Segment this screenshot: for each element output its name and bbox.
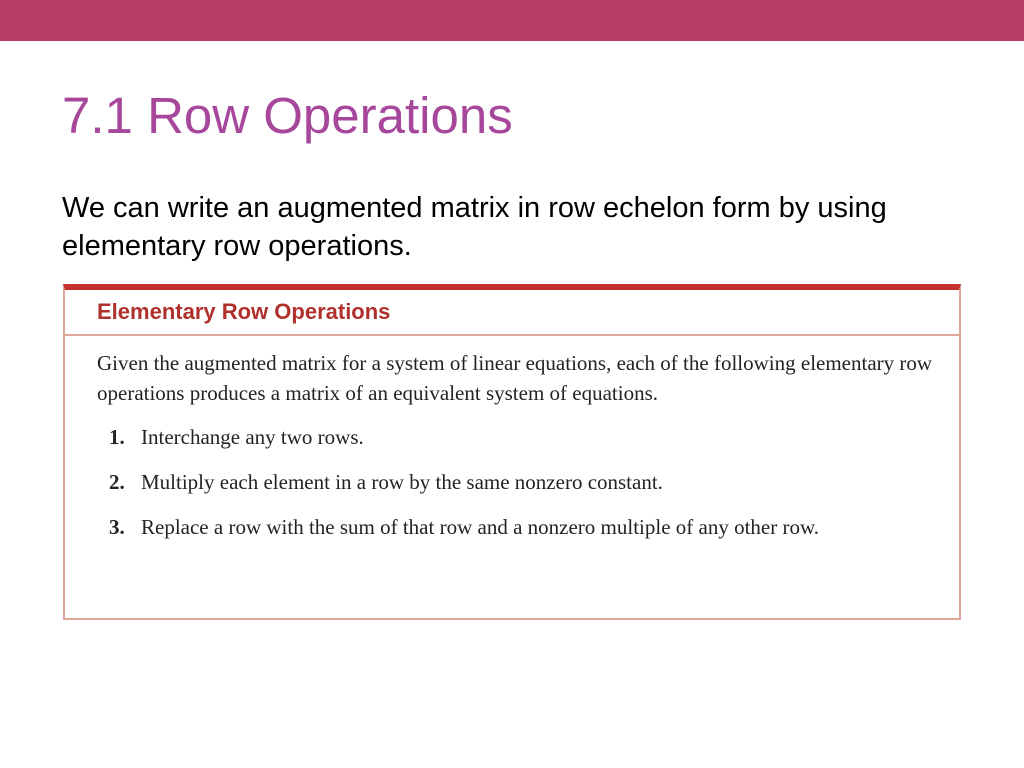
- definition-box-title: Elementary Row Operations: [97, 299, 391, 324]
- operation-item: [97, 467, 937, 497]
- definition-box-body: [97, 348, 937, 557]
- operation-number: 3.: [109, 515, 125, 539]
- operation-text: Multiply each element in a row by the same nonzero constant.: [141, 470, 663, 494]
- definition-description: Given the augmented matrix for a system of linear equations, each of the following elementary row operations produces a matrix of an equivalent system of equations.: [97, 351, 933, 405]
- operation-number: 2.: [109, 470, 125, 494]
- slide-title: 7.1 Row Operations: [62, 87, 513, 144]
- operation-text: Interchange any two rows.: [141, 425, 364, 449]
- operation-item: [97, 422, 937, 452]
- definition-box-header: [65, 290, 959, 336]
- operation-text: Replace a row with the sum of that row and a nonzero multiple of any other row.: [141, 515, 820, 539]
- operations-list: [97, 422, 937, 542]
- intro-text: We can write an augmented matrix in row echelon form by using elementary row operations.: [62, 192, 887, 262]
- top-accent-bar: [0, 0, 1024, 41]
- operation-number: 1.: [109, 425, 125, 449]
- definition-box: [63, 284, 961, 620]
- operation-item: [97, 512, 937, 542]
